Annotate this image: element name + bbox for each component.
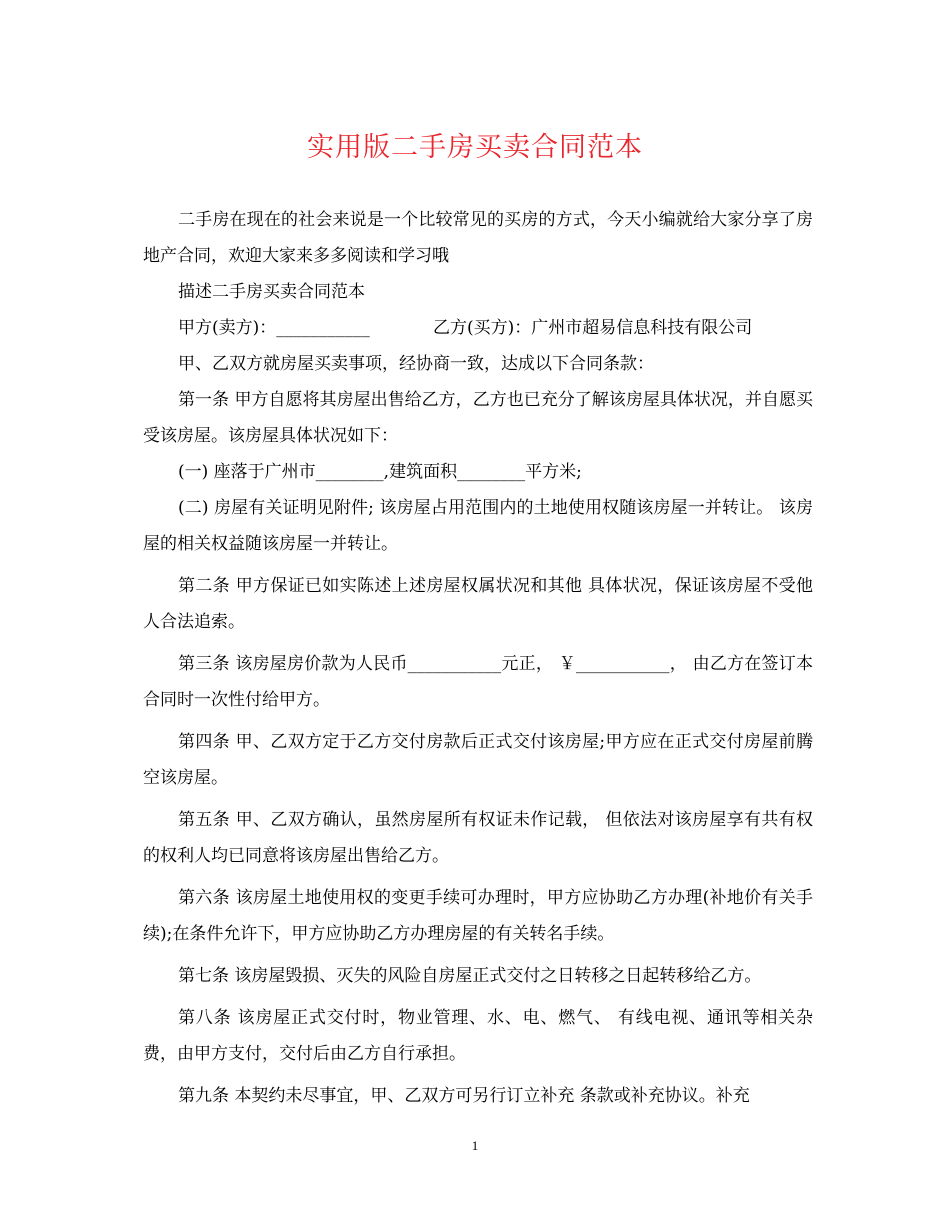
subtitle-paragraph: 描述二手房买卖合同范本 [178, 282, 365, 302]
preamble-paragraph: 甲、乙双方就房屋买卖事项，经协商一致，达成以下合同条款： [178, 354, 654, 374]
article-8: 第八条 该房屋正式交付时，物业管理、水、电、燃气、 有线电视、通讯等相关杂费，由甲方支付，交付后由乙方自行承担。 [143, 1008, 813, 1064]
article-3: 第三条 该房屋房价款为人民币___________元正， ￥___________， 由乙方在签订本合同时一次性付给甲方。 [143, 654, 813, 710]
article-2: 第二条 甲方保证已如实陈述上述房屋权属状况和其他 具体状况，保证该房屋不受他人合法追索。 [143, 576, 813, 632]
article-9: 第九条 本契约未尽事宜，甲、乙双方可另行订立补充 条款或补充协议。补充 [178, 1086, 750, 1106]
intro-paragraph: 二手房在现在的社会来说是一个比较常见的买房的方式，今天小编就给大家分享了房地产合同，欢迎大家来多多阅读和学习哦 [143, 210, 813, 266]
article-1-item-1: (一) 座落于广州市________,建筑面积________平方米; [178, 462, 582, 482]
article-6: 第六条 该房屋土地使用权的变更手续可办理时，甲方应协助乙方办理(补地价有关手续);在条件允许下，甲方应协助乙方办理房屋的有关转名手续。 [143, 888, 813, 944]
article-4: 第四条 甲、乙双方定于乙方交付房款后正式交付该房屋;甲方应在正式交付房屋前腾空该房屋。 [143, 732, 813, 788]
parties-line [143, 310, 813, 346]
party-b: 乙方(买方)：广州市超易信息科技有限公司 [433, 318, 753, 338]
article-1: 第一条 甲方自愿将其房屋出售给乙方，乙方也已充分了解该房屋具体状况，并自愿买受该房屋。该房屋具体状况如下： [143, 390, 813, 446]
page-number: 1 [471, 1138, 479, 1153]
document-title: 实用版二手房买卖合同范本 [307, 132, 643, 163]
article-1-item-2: (二) 房屋有关证明见附件; 该房屋占用范围内的土地使用权随该房屋一并转让。 该房屋的相关权益随该房屋一并转让。 [143, 498, 813, 554]
party-a: 甲方(卖方)：___________ [178, 318, 370, 338]
article-5: 第五条 甲、乙双方确认，虽然房屋所有权证未作记载， 但依法对该房屋享有共有权的权利人均已同意将该房屋出售给乙方。 [143, 810, 813, 866]
document-body [143, 202, 813, 1114]
article-7: 第七条 该房屋毁损、灭失的风险自房屋正式交付之日转移之日起转移给乙方。 [178, 966, 762, 986]
